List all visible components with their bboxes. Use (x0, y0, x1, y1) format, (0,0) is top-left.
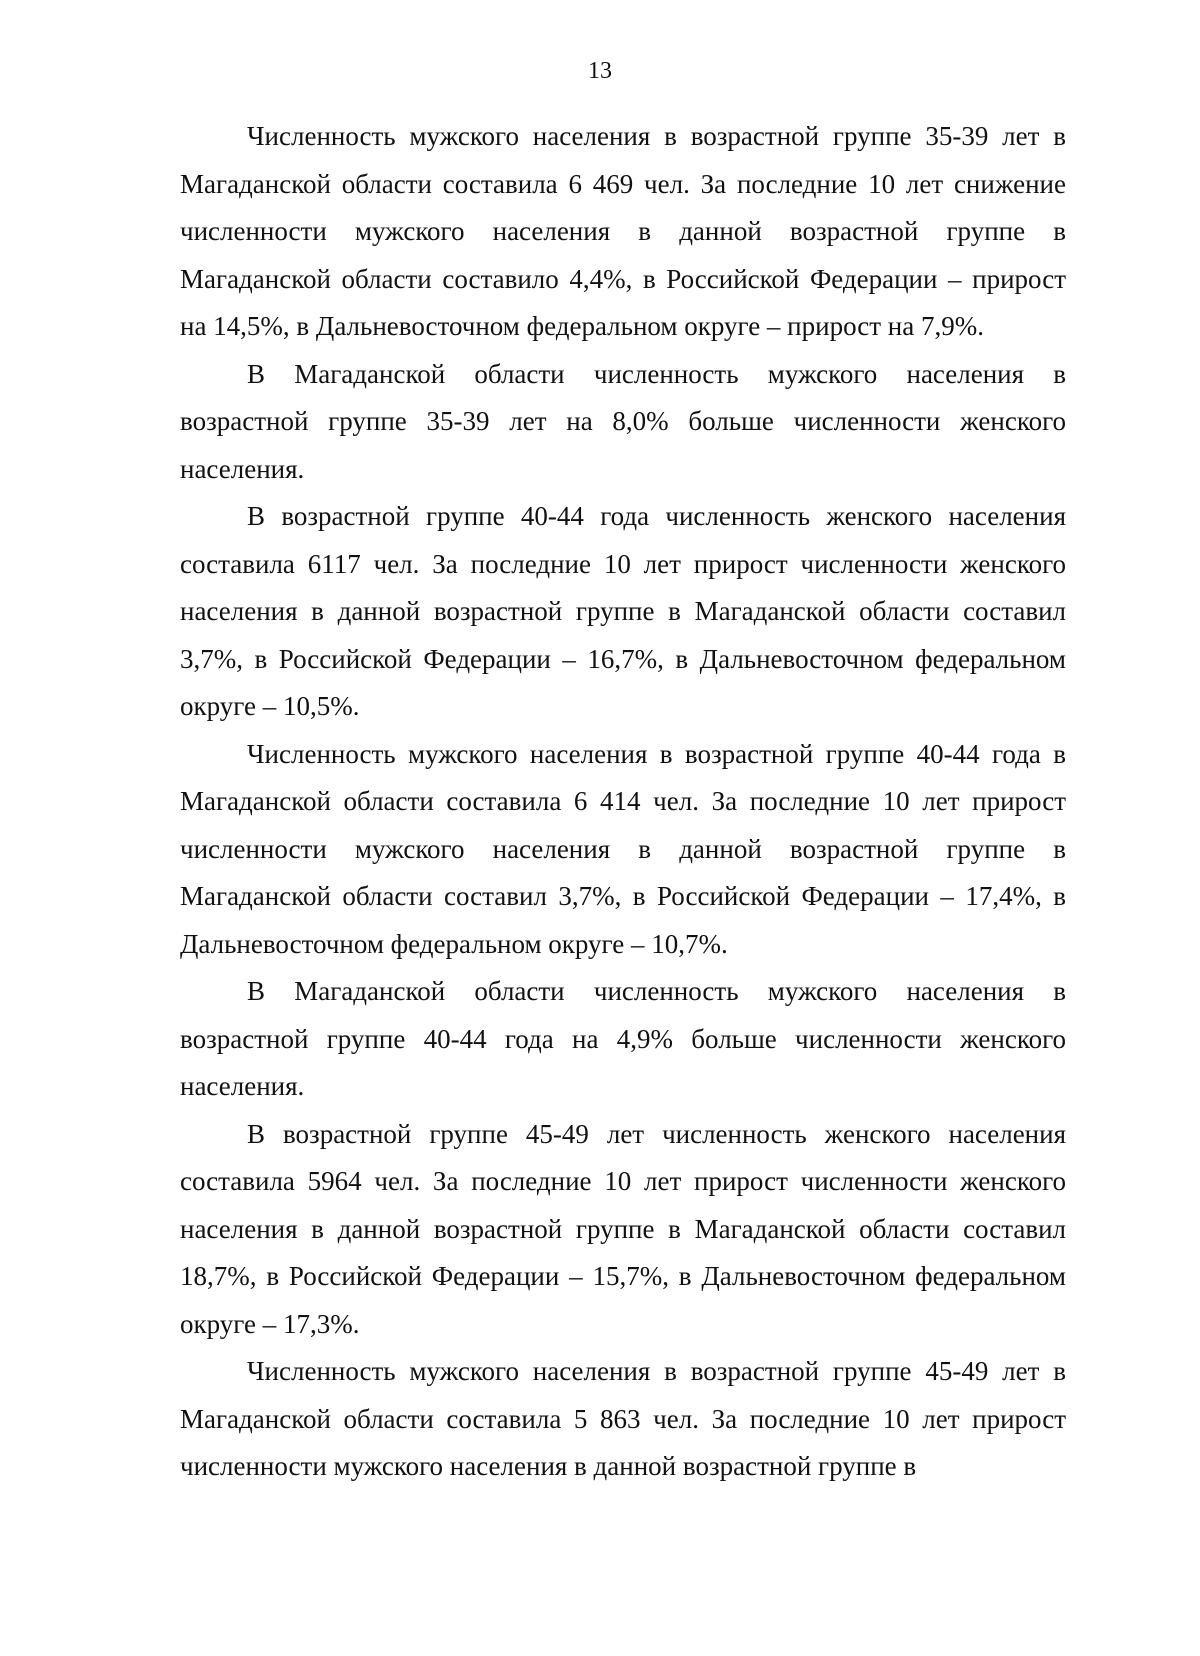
paragraph-female-40-44: В возрастной группе 40-44 года численность женского населения составила 6117 чел. За последние 10 лет прирост численности женского населения в данной возрастной группе в Магаданской области составил 3,7%, в Российской Федерации – 16,7%, в Дальневосточном федеральном округе – 10,5%. (180, 501, 1066, 721)
paragraph-ratio-40-44: В Магаданской области численность мужского населения в возрастной группе 40-44 года на 4,9% больше численности женского населения. (180, 976, 1066, 1101)
paragraph-male-35-39: Численность мужского населения в возрастной группе 35-39 лет в Магаданской области составила 6 469 чел. За последние 10 лет снижение численности мужского населения в данной возрастной группе в Магаданской области составило 4,4%, в Российской Федерации – прирост на 14,5%, в Дальневосточном федеральном округе – прирост на 7,9%. (180, 121, 1066, 341)
paragraph-male-45-49: Численность мужского населения в возрастной группе 45-49 лет в Магаданской области составила 5 863 чел. За последние 10 лет прирост численности мужского населения в данной возрастной группе в (180, 1356, 1066, 1481)
paragraph-female-45-49: В возрастной группе 45-49 лет численность женского населения составила 5964 чел. За последние 10 лет прирост численности женского населения в данной возрастной группе в Магаданской области составил 18,7%, в Российской Федерации – 15,7%, в Дальневосточном федеральном округе – 17,3%. (180, 1118, 1066, 1339)
paragraph-ratio-35-39: В Магаданской области численность мужского населения в возрастной группе 35-39 лет на 8,0% больше численности женского населения. (180, 358, 1066, 484)
document-body (180, 113, 1066, 1491)
paragraph-male-40-44: Численность мужского населения в возрастной группе 40-44 года в Магаданской области составила 6 414 чел. За последние 10 лет прирост численности мужского населения в данной возрастной группе в Магаданской области составил 3,7%, в Российской Федерации – 17,4%, в Дальневосточном федеральном округе – 10,7%. (180, 738, 1066, 959)
page-number: 13 (588, 58, 612, 84)
